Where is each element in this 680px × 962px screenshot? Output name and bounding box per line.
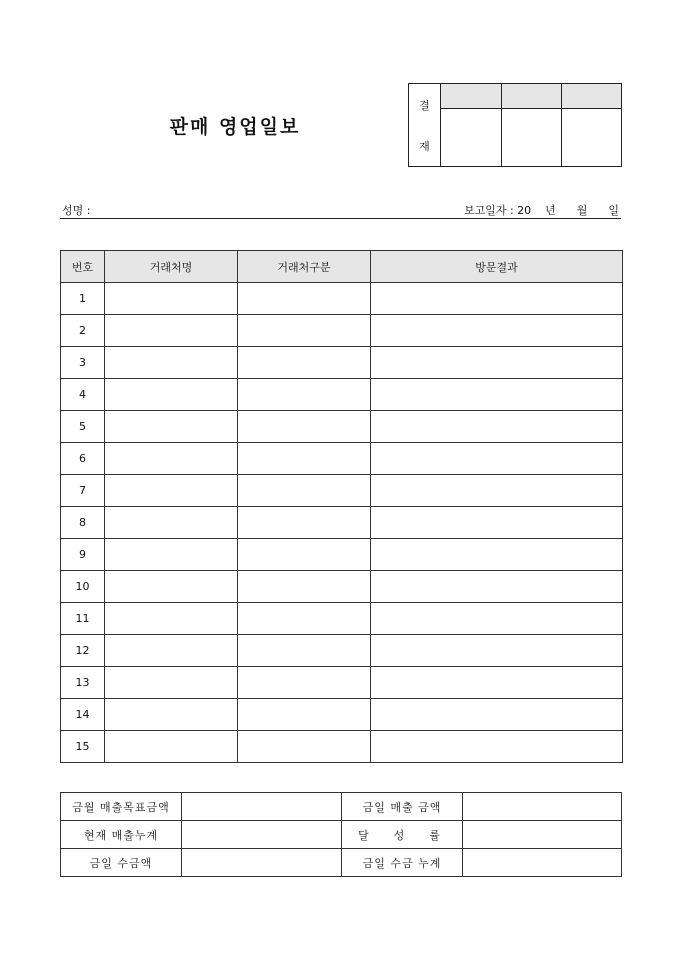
achievement-rate-value[interactable] bbox=[463, 821, 622, 849]
row-number: 15 bbox=[61, 731, 105, 763]
approval-label bbox=[409, 84, 441, 167]
client-type-cell[interactable] bbox=[238, 699, 371, 731]
table-row bbox=[61, 315, 623, 347]
header-client-name: 거래처명 bbox=[105, 251, 238, 283]
visit-result-cell[interactable] bbox=[371, 475, 623, 507]
cumulative-sales-label: 현재 매출누계 bbox=[61, 821, 182, 849]
visit-result-cell[interactable] bbox=[371, 411, 623, 443]
visit-result-cell[interactable] bbox=[371, 315, 623, 347]
row-number: 14 bbox=[61, 699, 105, 731]
info-line bbox=[60, 202, 621, 219]
table-row bbox=[61, 539, 623, 571]
header-visit-result: 방문결과 bbox=[371, 251, 623, 283]
daily-collection-value[interactable] bbox=[182, 849, 342, 877]
daily-collection-label: 금일 수금액 bbox=[61, 849, 182, 877]
client-type-cell[interactable] bbox=[238, 475, 371, 507]
approval-header-cell-1 bbox=[441, 84, 502, 109]
approval-sign-cell-1[interactable] bbox=[441, 109, 502, 167]
client-name-cell[interactable] bbox=[105, 443, 238, 475]
visit-table bbox=[60, 250, 623, 763]
table-row bbox=[61, 507, 623, 539]
header-client-type: 거래처구분 bbox=[238, 251, 371, 283]
header-number: 번호 bbox=[61, 251, 105, 283]
visit-result-cell[interactable] bbox=[371, 603, 623, 635]
row-number: 3 bbox=[61, 347, 105, 379]
table-row bbox=[61, 379, 623, 411]
client-name-cell[interactable] bbox=[105, 347, 238, 379]
visit-result-cell[interactable] bbox=[371, 443, 623, 475]
page-title: 판매 영업일보 bbox=[169, 116, 301, 138]
approval-label-top: 결 bbox=[419, 98, 430, 112]
client-type-cell[interactable] bbox=[238, 507, 371, 539]
visit-result-cell[interactable] bbox=[371, 635, 623, 667]
client-name-cell[interactable] bbox=[105, 411, 238, 443]
table-row bbox=[61, 731, 623, 763]
row-number: 4 bbox=[61, 379, 105, 411]
approval-header-cell-2 bbox=[502, 84, 562, 109]
client-type-cell[interactable] bbox=[238, 347, 371, 379]
monthly-target-label: 금월 매출목표금액 bbox=[61, 793, 182, 821]
monthly-target-value[interactable] bbox=[182, 793, 342, 821]
summary-row bbox=[61, 849, 622, 877]
client-type-cell[interactable] bbox=[238, 283, 371, 315]
table-row bbox=[61, 475, 623, 507]
visit-result-cell[interactable] bbox=[371, 379, 623, 411]
row-number: 5 bbox=[61, 411, 105, 443]
approval-sign-cell-3[interactable] bbox=[562, 109, 622, 167]
client-name-cell[interactable] bbox=[105, 315, 238, 347]
row-number: 11 bbox=[61, 603, 105, 635]
cumulative-collection-label: 금일 수금 누계 bbox=[342, 849, 463, 877]
table-header-row bbox=[61, 251, 623, 283]
client-type-cell[interactable] bbox=[238, 667, 371, 699]
row-number: 6 bbox=[61, 443, 105, 475]
daily-sales-label: 금일 매출 금액 bbox=[342, 793, 463, 821]
client-name-cell[interactable] bbox=[105, 571, 238, 603]
approval-header-cell-3 bbox=[562, 84, 622, 109]
row-number: 8 bbox=[61, 507, 105, 539]
visit-result-cell[interactable] bbox=[371, 699, 623, 731]
client-type-cell[interactable] bbox=[238, 443, 371, 475]
table-row bbox=[61, 603, 623, 635]
client-name-cell[interactable] bbox=[105, 603, 238, 635]
visit-result-cell[interactable] bbox=[371, 731, 623, 763]
client-type-cell[interactable] bbox=[238, 315, 371, 347]
table-row bbox=[61, 347, 623, 379]
approval-box bbox=[408, 83, 622, 167]
row-number: 7 bbox=[61, 475, 105, 507]
client-type-cell[interactable] bbox=[238, 411, 371, 443]
table-row bbox=[61, 283, 623, 315]
table-row bbox=[61, 443, 623, 475]
summary-table bbox=[60, 792, 622, 877]
name-label: 성명 : bbox=[62, 204, 91, 217]
client-name-cell[interactable] bbox=[105, 699, 238, 731]
daily-sales-value[interactable] bbox=[463, 793, 622, 821]
visit-result-cell[interactable] bbox=[371, 347, 623, 379]
visit-result-cell[interactable] bbox=[371, 539, 623, 571]
client-type-cell[interactable] bbox=[238, 635, 371, 667]
client-name-cell[interactable] bbox=[105, 507, 238, 539]
row-number: 1 bbox=[61, 283, 105, 315]
cumulative-sales-value[interactable] bbox=[182, 821, 342, 849]
row-number: 13 bbox=[61, 667, 105, 699]
client-name-cell[interactable] bbox=[105, 667, 238, 699]
client-type-cell[interactable] bbox=[238, 603, 371, 635]
achievement-rate-label: 달 성 률 bbox=[342, 821, 463, 849]
client-type-cell[interactable] bbox=[238, 539, 371, 571]
table-row bbox=[61, 635, 623, 667]
summary-row bbox=[61, 793, 622, 821]
visit-result-cell[interactable] bbox=[371, 507, 623, 539]
client-type-cell[interactable] bbox=[238, 731, 371, 763]
client-name-cell[interactable] bbox=[105, 731, 238, 763]
client-name-cell[interactable] bbox=[105, 539, 238, 571]
client-name-cell[interactable] bbox=[105, 635, 238, 667]
visit-result-cell[interactable] bbox=[371, 667, 623, 699]
cumulative-collection-value[interactable] bbox=[463, 849, 622, 877]
report-date: 보고일자 : 20 년 월 일 bbox=[463, 204, 619, 217]
row-number: 12 bbox=[61, 635, 105, 667]
client-type-cell[interactable] bbox=[238, 571, 371, 603]
client-name-cell[interactable] bbox=[105, 283, 238, 315]
row-number: 9 bbox=[61, 539, 105, 571]
table-row bbox=[61, 667, 623, 699]
table-row bbox=[61, 571, 623, 603]
row-number: 2 bbox=[61, 315, 105, 347]
visit-result-cell[interactable] bbox=[371, 283, 623, 315]
approval-label-bottom: 재 bbox=[419, 139, 430, 153]
table-row bbox=[61, 699, 623, 731]
client-name-cell[interactable] bbox=[105, 475, 238, 507]
row-number: 10 bbox=[61, 571, 105, 603]
table-row bbox=[61, 411, 623, 443]
client-type-cell[interactable] bbox=[238, 379, 371, 411]
summary-row bbox=[61, 821, 622, 849]
client-name-cell[interactable] bbox=[105, 379, 238, 411]
visit-result-cell[interactable] bbox=[371, 571, 623, 603]
approval-sign-cell-2[interactable] bbox=[502, 109, 562, 167]
